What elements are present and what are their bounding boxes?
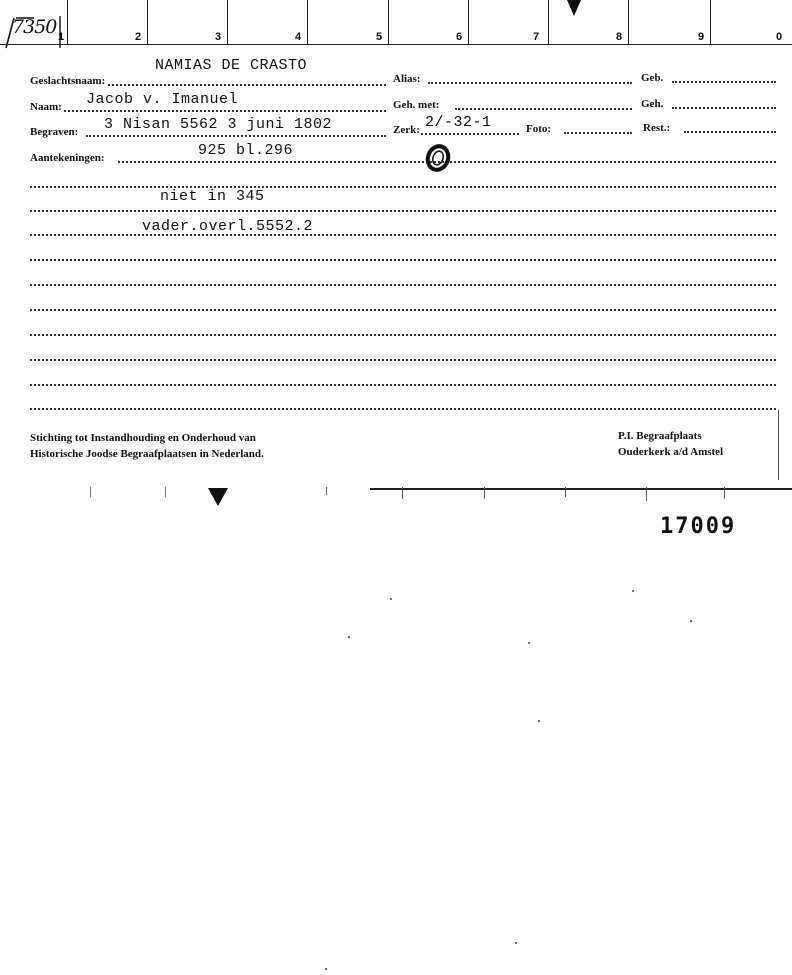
note-dotted-line-6 [30, 309, 776, 311]
footer-location [618, 428, 723, 460]
column-number-3: 3 [215, 31, 222, 43]
rest-label: Rest.: [643, 122, 671, 134]
right-edge-mark [778, 410, 779, 480]
footer-org-line-2: Historische Joodse Begraafplaatsen in Nederland. [30, 448, 264, 460]
bottom-notch-icon [206, 486, 230, 508]
card-number-text: 7350 [12, 16, 57, 38]
scan-speck [690, 620, 692, 622]
footer-org-line-1: Stichting tot Instandhouding en Onderhoud van [30, 432, 256, 444]
notes-label: Aantekeningen: [30, 152, 105, 164]
punch-notch-icon [565, 0, 583, 18]
column-number-6: 6 [456, 31, 463, 43]
scan-speck [528, 642, 530, 644]
surname-dotted-line [108, 84, 386, 86]
column-number-4: 4 [295, 31, 302, 43]
scan-speck [515, 942, 517, 944]
scan-speck [538, 720, 540, 722]
name-dotted-line [64, 110, 386, 112]
geb-label-1: Geb. [641, 72, 664, 84]
note-dotted-line-2 [30, 210, 776, 212]
bottom-card-edge [0, 484, 792, 504]
column-number-0: 0 [776, 31, 783, 43]
footer-location-line-2: Ouderkerk a/d Amstel [618, 446, 724, 458]
name-value: Jacob v. Imanuel [86, 91, 239, 108]
married-label: Geh. met: [393, 99, 440, 111]
scan-speck [325, 968, 327, 970]
grave-label: Zerk: [393, 124, 420, 136]
note-dotted-line-7 [30, 334, 776, 336]
note-dotted-line-5 [30, 284, 776, 286]
geb-dotted-line-1 [672, 81, 776, 83]
buried-label: Begraven: [30, 126, 79, 138]
scan-speck [390, 598, 392, 600]
column-number-2: 2 [135, 31, 142, 43]
geb-dotted-line-2 [672, 107, 776, 109]
column-number-5: 5 [376, 31, 383, 43]
stamp-number: 17009 [660, 514, 737, 539]
scan-speck [348, 636, 350, 638]
notes-value: 925 bl.296 [198, 142, 294, 159]
buried-dotted-line [86, 135, 386, 137]
note-dotted-line-8 [30, 359, 776, 361]
column-number-8: 8 [616, 31, 623, 43]
column-number-9: 9 [698, 31, 705, 43]
alias-label: Alias: [393, 73, 421, 85]
geb-label-2: Geh. [641, 98, 664, 110]
note-dotted-line-10 [30, 408, 776, 410]
note-dotted-line-4 [30, 259, 776, 261]
married-dotted-line [455, 108, 632, 110]
note-dotted-line-9 [30, 384, 776, 386]
scan-speck [632, 590, 634, 592]
buried-value: 3 Nisan 5562 3 juni 1802 [104, 116, 333, 133]
name-label: Naam: [30, 101, 62, 113]
grave-dotted-line [421, 133, 519, 135]
grave-value: 2/-32-1 [425, 114, 492, 131]
handwritten-circle-mark [422, 140, 456, 178]
alias-dotted-line [428, 82, 632, 84]
rest-dotted-line [684, 131, 776, 133]
note-line-text-2: vader.overl.5552.2 [142, 218, 314, 235]
photo-dotted-line [564, 132, 632, 134]
photo-label: Foto: [526, 123, 552, 135]
column-ruler [0, 0, 792, 46]
column-number-1: 1 [58, 31, 65, 43]
surname-label: Geslachtsnaam: [30, 75, 106, 87]
surname-value: NAMIAS DE CRASTO [155, 57, 308, 74]
note-dotted-line-1 [30, 186, 776, 188]
footer-org [30, 430, 264, 462]
note-line-text-1: niet in 345 [160, 188, 265, 205]
footer-location-line-1: P.I. Begraafplaats [618, 430, 702, 442]
note-dotted-line-3 [30, 234, 776, 236]
column-number-7: 7 [533, 31, 540, 43]
